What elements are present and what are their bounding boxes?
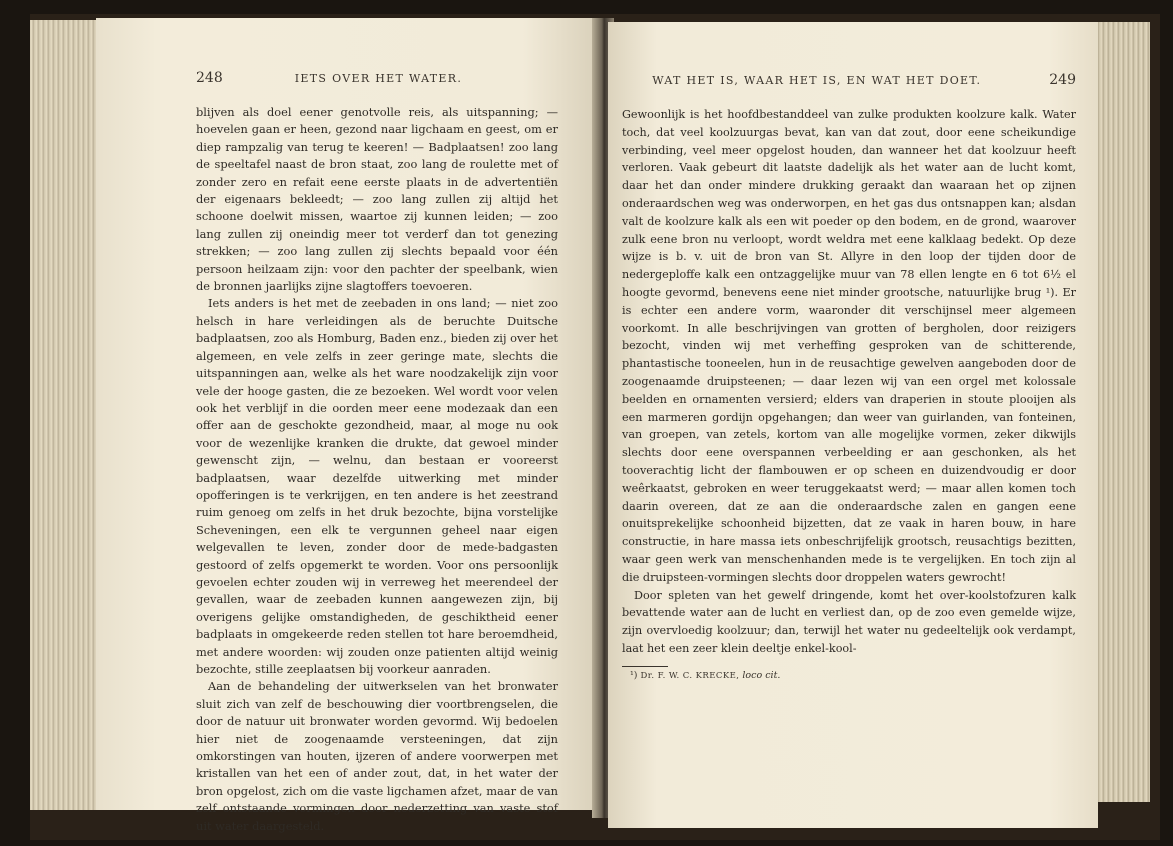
right-page-edges: [1090, 22, 1150, 802]
right-running-head: WAT HET IS, WAAR HET IS, EN WAT HET DOET.: [652, 74, 982, 87]
left-page-text: [196, 104, 558, 835]
footnote-location: loco cit.: [742, 669, 781, 681]
footnote-author: Dr. F. W. C. KRECKE,: [640, 670, 740, 681]
right-page: [608, 22, 1098, 828]
right-page-number: 249: [1049, 72, 1076, 88]
paragraph: blijven als doel eener genotvolle reis, als uitspanning; — hoevelen gaan er heen, gezond naar ligchaam en geest, om er diep rampzalig van terug te keeren! — Badplaatsen! zoo lang de speeltafel naast de bron staat, zoo lang de roulette met of zonder zero en refait eene eerste plaats in de advertentiën der eigenaars bekleedt; — zoo lang zullen zij altijd het schoone doelwit missen, waartoe zij kunnen leiden; — zoo lang zullen zij oneindig meer tot verderf dan tot genezing strekken; — zoo lang zullen zij slechts bepaald voor één persoon heilzaam zijn: voor den pachter der speelbank, wien de bronnen jaarlijks zijne slagtoffers toevoeren.: [196, 105, 558, 294]
right-page-header: [622, 72, 1076, 88]
footnote: [622, 670, 1076, 681]
left-running-head: IETS OVER HET WATER.: [294, 72, 463, 85]
left-page: [96, 18, 598, 833]
footnote-rule: [622, 666, 668, 667]
paragraph: Door spleten van het gewelf dringende, komt het over-koolstofzuren kalk bevattende water aan de lucht en verliest dan, op de zoo even gemelde wijze, zijn overvloedig koolzuur; dan, terwijl het water nu gedeeltelijk ook verdampt, laat het een zeer klein deeltje enkel-kool-: [622, 588, 1076, 655]
left-page-number: 248: [196, 70, 223, 86]
paragraph: Gewoonlijk is het hoofdbestanddeel van zulke produkten koolzure kalk. Water toch, dat veel koolzuurgas bevat, kan van dat zout, door eene scheikundige verbinding, veel meer opgelost houden, dan wanneer het dat koolzuur heeft verloren. Vaak gebeurt dit laatste dadelijk als het water aan de lucht komt, daar het dan onder mindere drukking geraakt dan waaraan het op zijnen onderaardschen weg was onderworpen, en het gas dus ontsnappen kan; alsdan valt de koolzure kalk als een wit poeder op den bodem, en de grond, waarover zulk eene bron nu verloopt, wordt weldra met eene kalklaag bedekt. Op deze wijze is b. v. uit de bron van St. Allyre in den loop der tijden door de nedergeploffe kalk een ontzaggelijke muur van 78 ellen lengte en 6 tot 6½ el hoogte gevormd, benevens eene niet minder grootsche, natuurlijke brug ¹). Er is echter een andere vorm, waaronder dit verschijnsel meer algemeen voorkomt. In alle beschrijvingen van grotten of bergholen, door reizigers bezocht, vinden wij met verheffing gesproken van de schitterende, phantastische tooneelen, hun in de reusachtige gewelven aangeboden door de zoogenaamde druipsteenen; — daar lezen wij van een orgel met kolossale beelden en ornamenten versierd; elders van draperien in stoute plooijen als een marmeren gordijn opgehangen; dan weer van guirlanden, van fonteinen, van groepen, van zetels, kortom van alle mogelijke vormen, zeker dikwijls slechts door eene overspannen verbeelding er aan geschonken, als het tooverachtig licht der flambouwen er op scheen en duizendvoudig er door weêrkaatst, gebroken en weer teruggekaatst werd; — maar allen komen toch daarin overeen, dat ze aan die onderaardsche zalen en gangen eene onuitsprekelijke schoonheid bijzetten, dat ze vaak in haren bouw, in hare constructie, in hare massa iets onbeschrijfelijk grootsch, reusachtigs bezitten, waar geen werk van menschenhanden mede is te vergelijken. En toch zijn al die druipsteen-vormingen slechts door droppelen waters gewrocht!: [622, 108, 1076, 584]
paragraph: Aan de behandeling der uitwerkselen van het bronwater sluit zich van zelf de beschouwing dier voortbrengselen, die door de natuur uit bronwater worden gevormd. Wij bedoelen hier niet de zoogenaamde versteeningen, dat zijn omkorstingen van houten, ijzeren of andere voorwerpen met kristallen van het een of ander zout, dat, in het water der bron opgelost, zich om die vaste ligchamen afzet, maar de van zelf ontstaande vormingen door nederzetting van vaste stof uit water daargesteld.: [196, 679, 558, 833]
paragraph: Iets anders is het met de zeebaden in ons land; — niet zoo helsch in hare verleidingen als de beruchte Duitsche badplaatsen, zoo als Homburg, Baden enz., bieden zij over het algemeen, en vele zelfs in zeer geringe mate, slechts die uitspanningen aan, welke als het ware noodzakelijk zijn voor vele der hooge gasten, die ze bezoeken. Wel wordt voor velen ook het verblijf in die oorden meer eene modezaak dan een offer aan de geschokte gezondheid, maar, al moge nu ook voor de wezenlijke kranken die drukte, dat gewoel minder gewenscht zijn, — welnu, dan bestaan er vooreerst badplaatsen, waar dezelfde uitwerking met minder opofferingen is te verkrijgen, en ten andere is het zeestrand ruim genoeg om zelfs in het druk bezochte, bijna vorstelijke Scheveningen, een elk te vergunnen geheel naar eigen welgevallen te leven, zonder door de mede-badgasten gestoord of zelfs opgemerkt te worden. Voor ons persoonlijk gevoelen echter zouden wij in verreweg het meerendeel der gevallen, waar de zeebaden kunnen aangewezen zijn, bij overigens gelijke omstandigheden, de geschiktheid eener badplaats in omgekeerde reden stellen tot hare beroemdheid, met andere woorden: wij zouden onze patienten altijd weinig bezochte, stille zeeplaatsen bij voorkeur aanraden.: [196, 296, 558, 676]
left-page-header: [196, 70, 558, 86]
right-page-text: [622, 106, 1076, 658]
footnote-marker: ¹): [630, 669, 638, 681]
